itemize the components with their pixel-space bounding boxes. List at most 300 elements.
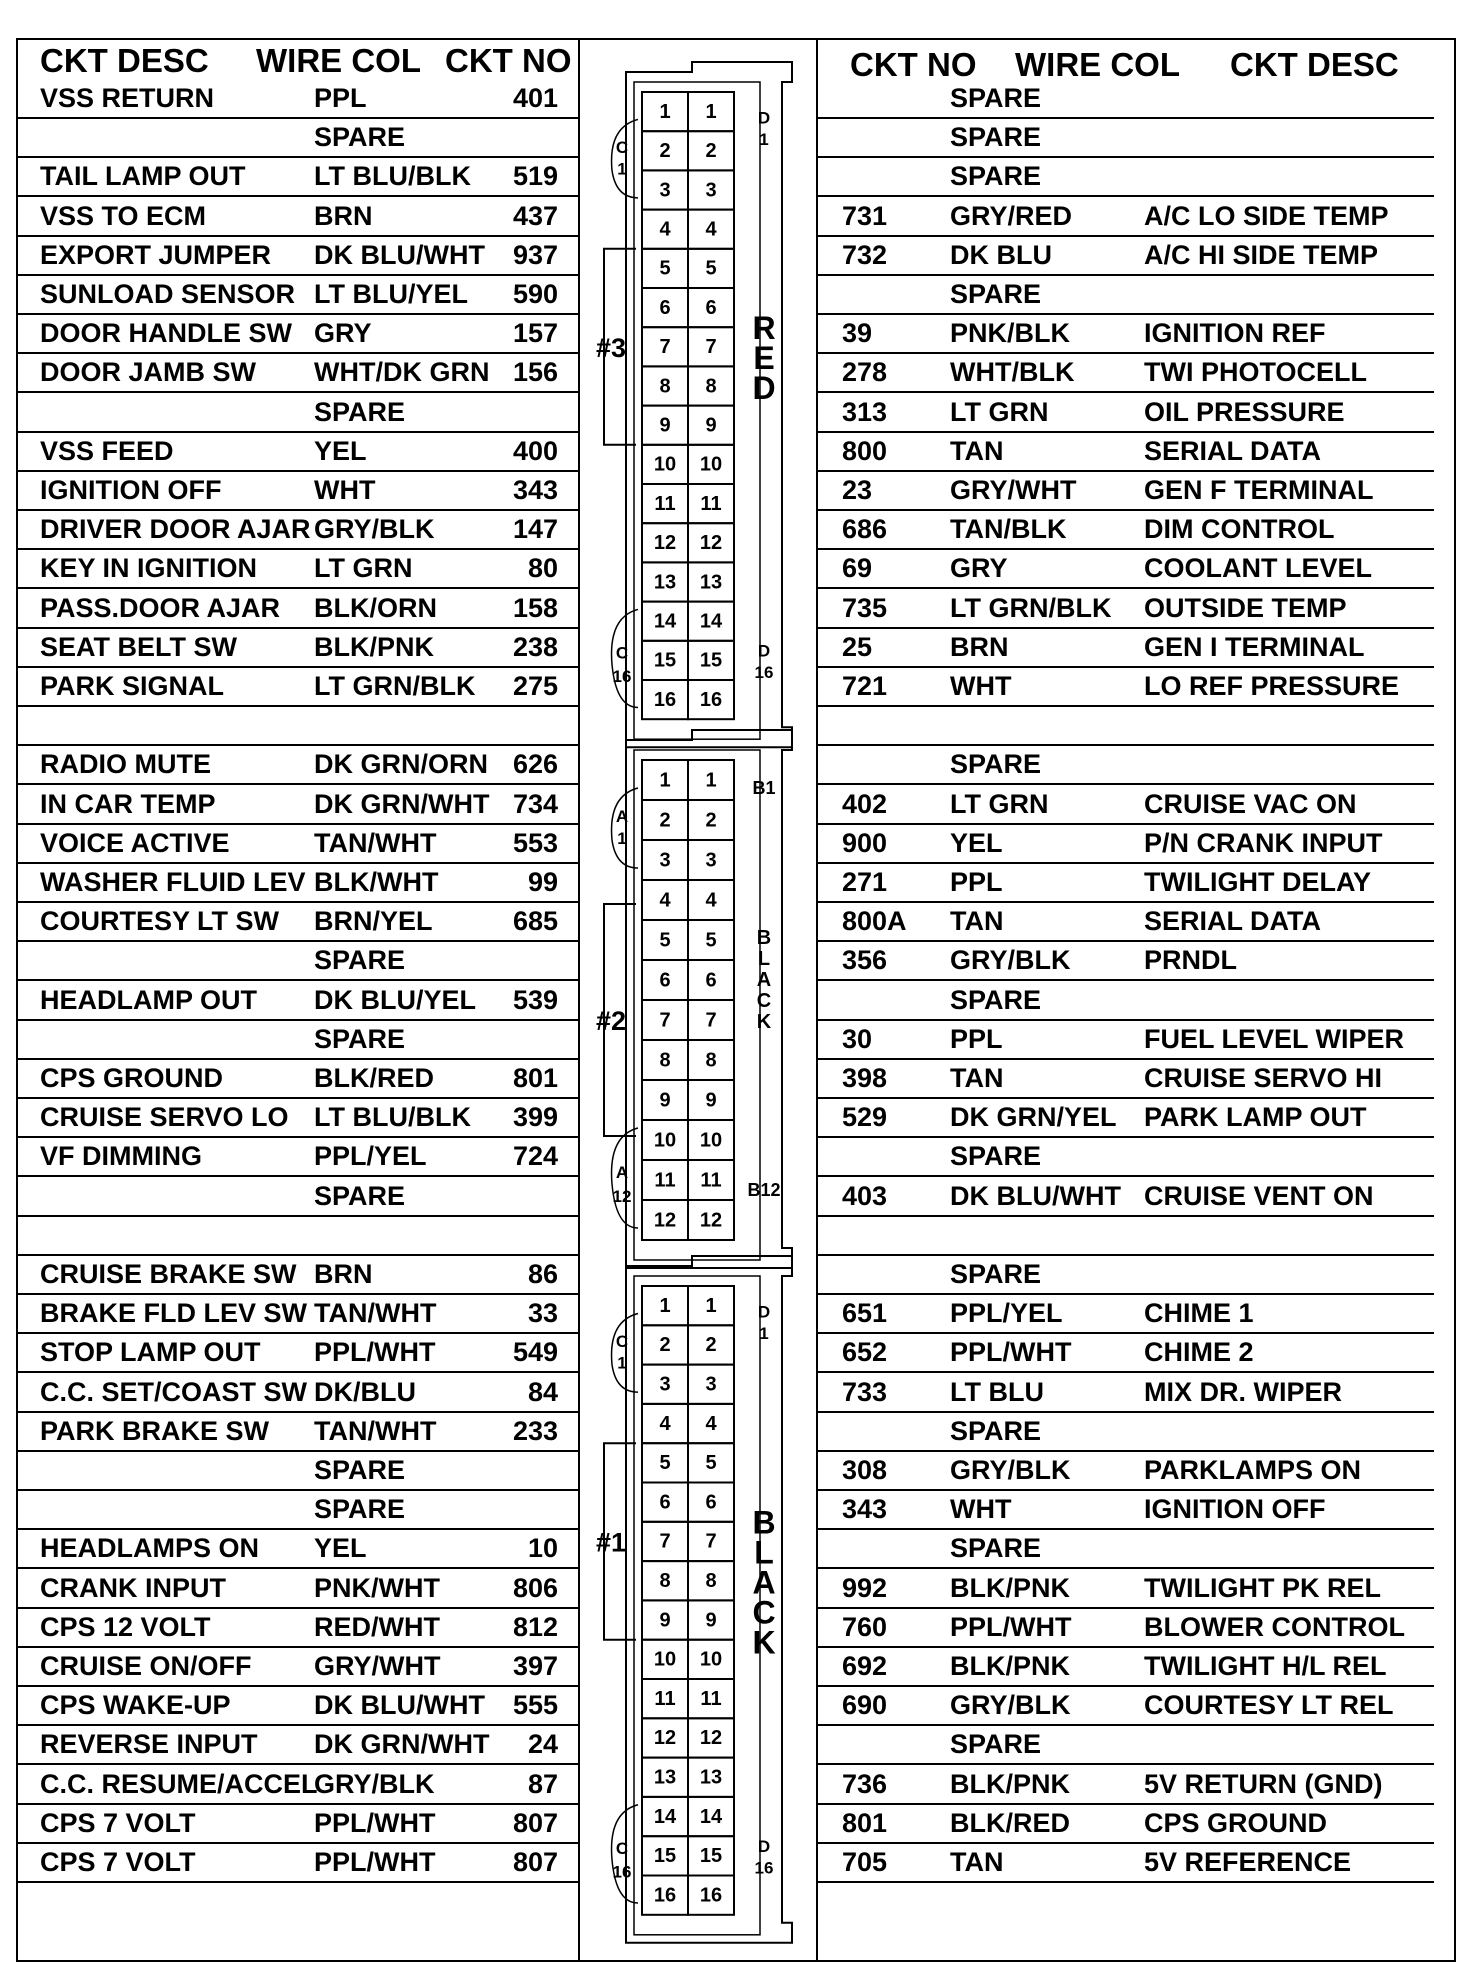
right-desc: GEN F TERMINAL (1144, 475, 1374, 505)
right-wire: TAN (950, 1063, 1004, 1093)
left-num: 437 (512, 200, 558, 231)
right-desc: SERIAL DATA (1144, 435, 1322, 466)
right-num: 30 (842, 1023, 873, 1054)
left-desc: CRUISE ON/OFF (40, 1651, 252, 1681)
left-row (18, 1178, 578, 1217)
left-desc: DOOR JAMB SW (40, 357, 256, 388)
pin-number: 8 (659, 1049, 671, 1072)
right-wire: SPARE (950, 749, 1042, 780)
right-wire: WHT (950, 671, 1012, 701)
pin-number: 6 (705, 969, 717, 992)
pin-number: 12 (653, 1209, 677, 1232)
pin-number: 11 (654, 1687, 676, 1710)
right-row (818, 825, 1434, 864)
right-num: 39 (842, 318, 873, 349)
pin-number: 13 (653, 571, 677, 594)
left-row (18, 550, 578, 589)
left-num: 549 (512, 1337, 558, 1368)
pin-number: 12 (699, 1209, 723, 1232)
left-num: 807 (512, 1847, 558, 1877)
right-num: 23 (842, 475, 873, 505)
left-num: 812 (512, 1611, 558, 1642)
right-row (818, 354, 1434, 393)
left-wire: BLK/WHT (314, 867, 439, 897)
right-desc: TWILIGHT PK REL (1144, 1572, 1381, 1603)
connector-bottom-right-letter: D (757, 1836, 771, 1856)
pin-number: 4 (705, 1412, 717, 1435)
left-wire: SPARE (314, 1455, 406, 1485)
pin-number: 11 (654, 492, 676, 515)
connector-color-letter: E (753, 339, 775, 376)
right-row (818, 1295, 1434, 1334)
pin-number: 8 (705, 1049, 717, 1072)
right-desc: DIM CONTROL (1144, 514, 1335, 545)
left-row (18, 1099, 578, 1138)
left-wire: TAN/WHT (314, 827, 437, 858)
right-wire: SPARE (950, 83, 1042, 113)
left-desc: HEADLAMPS ON (40, 1533, 260, 1564)
left-desc: BRAKE FLD LEV SW (40, 1298, 307, 1329)
pin-number: 15 (699, 1845, 723, 1868)
left-desc: VSS RETURN (40, 83, 215, 113)
pin-number: 14 (699, 1805, 723, 1828)
right-num: 271 (842, 867, 888, 897)
right-row (818, 942, 1434, 981)
right-num: 731 (842, 200, 888, 231)
right-wire: TAN (950, 1847, 1004, 1877)
connector-top-right-number: 1 (759, 129, 769, 149)
pin-number: 9 (659, 1089, 671, 1112)
right-row (818, 590, 1434, 629)
right-num: 732 (842, 239, 888, 270)
left-desc: STOP LAMP OUT (40, 1337, 261, 1368)
left-desc: CPS 7 VOLT (40, 1847, 196, 1877)
left-row (18, 1413, 578, 1452)
right-wire: BLK/PNK (950, 1651, 1070, 1681)
pin-number: 14 (699, 610, 723, 633)
connector-top-left-letter: C (615, 137, 629, 157)
connector-top-left-letter: A (615, 807, 629, 826)
right-row (818, 707, 1434, 746)
connector-color-letter: D (752, 369, 776, 406)
left-row (18, 1844, 578, 1883)
left-num: 724 (512, 1141, 558, 1172)
left-desc: HEADLAMP OUT (40, 984, 258, 1015)
right-wire: SPARE (950, 161, 1042, 192)
right-row (818, 119, 1434, 158)
right-row (818, 237, 1434, 276)
left-wire: BRN (314, 1259, 373, 1289)
left-wire: GRY/BLK (314, 514, 435, 545)
pin-number: 1 (705, 100, 717, 123)
pin-number: 6 (659, 1491, 671, 1514)
pin-number: 3 (659, 179, 671, 202)
right-desc: TWI PHOTOCELL (1144, 357, 1367, 388)
pin-number: 15 (653, 1845, 677, 1868)
right-row (818, 1178, 1434, 1217)
right-desc: CRUISE VENT ON (1144, 1180, 1374, 1211)
left-wire: RED/WHT (314, 1611, 440, 1642)
pin-number: 2 (705, 1334, 717, 1357)
pin-number: 16 (653, 688, 677, 711)
right-row (818, 198, 1434, 237)
left-wire: TAN/WHT (314, 1415, 437, 1446)
left-num: 734 (512, 788, 558, 819)
left-num: 147 (512, 514, 558, 545)
pin-number: 16 (653, 1884, 677, 1907)
right-wire: BLK/PNK (950, 1768, 1070, 1799)
pin-number: 9 (705, 1609, 717, 1632)
pin-number: 14 (653, 1805, 677, 1828)
right-wire: LT GRN (950, 396, 1049, 427)
left-wire: DK GRN/WHT (314, 788, 490, 819)
right-row (818, 433, 1434, 472)
left-desc: IGNITION OFF (40, 475, 222, 505)
pin-number: 3 (705, 849, 717, 872)
right-wire: DK BLU/WHT (950, 1180, 1121, 1211)
connector-color-letter: L (757, 948, 771, 970)
right-row (818, 550, 1434, 589)
left-row (18, 707, 578, 746)
right-desc: TWILIGHT DELAY (1144, 867, 1371, 897)
left-header-num: CKT NO (445, 42, 572, 79)
left-wire: WHT/DK GRN (314, 357, 490, 388)
right-num: 733 (842, 1376, 888, 1407)
pin-number: 13 (699, 1766, 723, 1789)
left-wire: SPARE (314, 1180, 406, 1211)
left-row (18, 1530, 578, 1569)
left-desc: PARK SIGNAL (40, 671, 225, 701)
right-wire: SPARE (950, 122, 1042, 153)
left-desc: C.C. SET/COAST SW (40, 1376, 308, 1407)
right-header-num: CKT NO (850, 46, 977, 83)
left-num: 399 (512, 1102, 558, 1133)
left-wire: YEL (314, 435, 367, 466)
right-wire: TAN (950, 435, 1004, 466)
pin-number: 5 (659, 1452, 671, 1475)
right-row (818, 1413, 1434, 1452)
left-row (18, 629, 578, 668)
left-row (18, 1374, 578, 1413)
left-wire: WHT (314, 475, 376, 505)
left-wire: SPARE (314, 396, 406, 427)
left-num: 397 (512, 1651, 558, 1681)
left-num: 343 (512, 475, 558, 505)
right-desc: BLOWER CONTROL (1144, 1611, 1405, 1642)
right-row (818, 1844, 1434, 1883)
left-desc: C.C. RESUME/ACCEL (40, 1768, 318, 1799)
left-row (18, 354, 578, 393)
pin-number: 5 (659, 929, 671, 952)
right-row (818, 276, 1434, 315)
pin-number: 11 (700, 1169, 722, 1192)
left-row (18, 198, 578, 237)
right-wire: LT GRN/BLK (950, 592, 1112, 623)
right-num: 800A (842, 906, 907, 937)
left-row (18, 1726, 578, 1765)
right-wire: BLK/PNK (950, 1572, 1070, 1603)
right-num: 529 (842, 1102, 888, 1133)
right-desc: OIL PRESSURE (1144, 396, 1345, 427)
left-row (18, 1609, 578, 1648)
right-desc: CPS GROUND (1144, 1807, 1328, 1838)
connector-bottom-left-number: 16 (612, 1862, 632, 1882)
left-num: 555 (512, 1690, 558, 1721)
right-desc: OUTSIDE TEMP (1144, 592, 1347, 623)
left-num: 24 (527, 1729, 558, 1760)
pin-number: 2 (705, 809, 717, 832)
left-wire: DK BLU/WHT (314, 239, 485, 270)
right-wire: LT BLU (950, 1376, 1044, 1407)
pin-number: 10 (699, 453, 723, 476)
right-row (818, 1570, 1434, 1609)
pin-number: 1 (659, 100, 671, 123)
pin-number: 16 (699, 688, 723, 711)
right-row (818, 1138, 1434, 1177)
right-row (818, 1060, 1434, 1099)
right-num: 686 (842, 514, 888, 545)
right-num: 69 (842, 553, 873, 584)
pin-number: 11 (700, 492, 722, 515)
right-wire: BRN (950, 631, 1009, 662)
right-wire: GRY/WHT (950, 475, 1077, 505)
right-desc: IGNITION OFF (1144, 1494, 1326, 1525)
left-row (18, 786, 578, 825)
pin-number: 4 (705, 218, 717, 241)
pin-number: 11 (654, 1169, 676, 1192)
right-desc: MIX DR. WIPER (1144, 1376, 1343, 1407)
left-wire: SPARE (314, 1023, 406, 1054)
pin-number: 5 (705, 257, 717, 280)
left-row (18, 982, 578, 1021)
pin-number: 7 (659, 1009, 671, 1032)
right-wire: GRY/RED (950, 200, 1073, 231)
left-wire: BLK/ORN (314, 592, 437, 623)
right-row (818, 511, 1434, 550)
right-num: 398 (842, 1063, 888, 1093)
pin-number: 15 (699, 649, 723, 672)
left-row (18, 864, 578, 903)
right-num: 25 (842, 631, 873, 662)
pin-number: 6 (659, 969, 671, 992)
pin-number: 9 (659, 414, 671, 437)
pin-number: 10 (653, 453, 677, 476)
left-wire: LT GRN/BLK (314, 671, 476, 701)
left-row (18, 1256, 578, 1295)
connector-inner-outline (634, 750, 760, 1260)
right-desc: SERIAL DATA (1144, 906, 1322, 937)
connector-top-right-label: B1 (752, 778, 776, 798)
right-num: 308 (842, 1455, 888, 1485)
left-num: 539 (512, 984, 558, 1015)
right-wire: TAN/BLK (950, 514, 1067, 545)
pin-number: 2 (659, 140, 671, 163)
left-desc: TAIL LAMP OUT (40, 161, 246, 192)
pin-number: 1 (659, 769, 671, 792)
left-row (18, 1805, 578, 1844)
left-num: 233 (512, 1415, 558, 1446)
left-wire: LT BLU/BLK (314, 161, 471, 192)
right-desc: PARKLAMPS ON (1144, 1455, 1362, 1485)
right-desc: GEN I TERMINAL (1144, 631, 1365, 662)
left-row (18, 315, 578, 354)
right-row (818, 1256, 1434, 1295)
right-num: 343 (842, 1494, 888, 1525)
right-desc: P/N CRANK INPUT (1144, 827, 1383, 858)
right-row (818, 1609, 1434, 1648)
left-desc: WASHER FLUID LEV (40, 867, 306, 897)
connector-color-letter: B (752, 1504, 776, 1541)
right-num: 278 (842, 357, 888, 388)
pin-number: 6 (705, 296, 717, 319)
left-num: 937 (512, 239, 558, 270)
left-num: 87 (527, 1768, 558, 1799)
pin-number: 15 (653, 649, 677, 672)
left-desc: CRUISE BRAKE SW (40, 1259, 297, 1289)
right-row (818, 668, 1434, 707)
left-num: 685 (512, 906, 558, 937)
left-num: 157 (512, 318, 558, 349)
left-desc: SUNLOAD SENSOR (40, 279, 296, 309)
right-num: 651 (842, 1298, 888, 1329)
right-num: 356 (842, 945, 888, 976)
left-row (18, 1570, 578, 1609)
pin-number: 2 (705, 140, 717, 163)
left-num: 156 (512, 357, 558, 388)
right-wire: SPARE (950, 1729, 1042, 1760)
left-num: 590 (512, 279, 558, 309)
left-row (18, 1334, 578, 1373)
connector-bottom-right-number: 16 (754, 663, 774, 683)
pin-number: 9 (659, 1609, 671, 1632)
left-num: 626 (512, 749, 558, 780)
right-num: 403 (842, 1180, 888, 1211)
right-wire: SPARE (950, 1259, 1042, 1289)
left-num: 519 (512, 161, 558, 192)
connector-bottom-left-letter: C (615, 643, 629, 663)
pin-number: 11 (700, 1687, 722, 1710)
right-wire: WHT (950, 1494, 1012, 1525)
connector-bottom-left-number: 16 (612, 666, 632, 686)
right-num: 721 (842, 671, 888, 701)
left-row (18, 825, 578, 864)
right-num: 801 (842, 1807, 888, 1838)
left-wire: PPL (314, 83, 367, 113)
right-row (818, 1217, 1434, 1256)
pin-number: 3 (659, 849, 671, 872)
right-desc: A/C LO SIDE TEMP (1144, 200, 1389, 231)
right-row (818, 158, 1434, 197)
right-desc: 5V REFERENCE (1144, 1847, 1352, 1877)
pin-number: 7 (705, 1009, 717, 1032)
pin-number: 13 (699, 571, 723, 594)
left-row (18, 590, 578, 629)
connector-name: #1 (596, 1527, 627, 1558)
pin-number: 1 (705, 1294, 717, 1317)
pin-number: 8 (705, 1570, 717, 1593)
right-wire: GRY (950, 553, 1008, 584)
pin-number: 5 (705, 1452, 717, 1475)
left-desc: REVERSE INPUT (40, 1729, 258, 1760)
left-desc: EXPORT JUMPER (40, 239, 272, 270)
pin-number: 1 (659, 1294, 671, 1317)
right-row (818, 864, 1434, 903)
pin-number: 10 (699, 1129, 723, 1152)
pin-number: 7 (705, 1530, 717, 1553)
left-desc: KEY IN IGNITION (40, 553, 258, 584)
right-wire: DK BLU (950, 239, 1052, 270)
left-wire: BRN (314, 200, 373, 231)
pin-number: 8 (659, 375, 671, 398)
left-desc: SEAT BELT SW (40, 631, 237, 662)
pin-number: 10 (699, 1648, 723, 1671)
right-desc: COOLANT LEVEL (1144, 553, 1372, 584)
right-wire: SPARE (950, 279, 1042, 309)
pin-number: 2 (659, 809, 671, 832)
left-row (18, 668, 578, 707)
left-row (18, 276, 578, 315)
right-desc: CRUISE VAC ON (1144, 788, 1357, 819)
right-num: 690 (842, 1690, 888, 1721)
left-row (18, 1217, 578, 1256)
connector-top-left-letter: C (615, 1331, 629, 1351)
left-num: 801 (512, 1063, 558, 1093)
right-row (818, 903, 1434, 942)
left-num: 33 (527, 1298, 558, 1329)
left-row (18, 1766, 578, 1805)
right-wire: PPL/WHT (950, 1337, 1072, 1368)
pin-number: 8 (705, 375, 717, 398)
right-header-wire: WIRE COL (1015, 46, 1180, 83)
pin-number: 12 (699, 532, 723, 555)
left-wire: SPARE (314, 122, 406, 153)
right-row (818, 1687, 1434, 1726)
pin-number: 8 (659, 1570, 671, 1593)
left-wire: TAN/WHT (314, 1298, 437, 1329)
right-desc: CHIME 2 (1144, 1337, 1254, 1368)
right-wire: PPL (950, 1023, 1003, 1054)
right-wire: WHT/BLK (950, 357, 1075, 388)
left-num: 84 (527, 1376, 558, 1407)
right-row (818, 1491, 1434, 1530)
left-num: 807 (512, 1807, 558, 1838)
connector-bottom-right-letter: D (757, 641, 771, 661)
left-num: 86 (527, 1259, 558, 1289)
pin-number: 4 (659, 889, 671, 912)
left-wire: BLK/RED (314, 1063, 434, 1093)
right-wire: SPARE (950, 1533, 1042, 1564)
left-row (18, 1648, 578, 1687)
right-wire: PPL/YEL (950, 1298, 1063, 1329)
left-row (18, 80, 578, 119)
left-row (18, 903, 578, 942)
left-row (18, 1491, 578, 1530)
right-desc: CHIME 1 (1144, 1298, 1254, 1329)
right-row (818, 1766, 1434, 1805)
right-row (818, 1648, 1434, 1687)
left-row (18, 1021, 578, 1060)
right-wire: LT GRN (950, 788, 1049, 819)
connector-color-letter: L (754, 1534, 774, 1571)
connector-bottom-left-letter: C (615, 1838, 629, 1858)
right-row (818, 982, 1434, 1021)
left-wire: DK GRN/ORN (314, 749, 488, 780)
left-desc: CRUISE SERVO LO (40, 1102, 289, 1133)
left-wire: PPL/WHT (314, 1847, 436, 1877)
right-num: 735 (842, 592, 888, 623)
right-row (818, 1452, 1434, 1491)
connector-top-left-number: 1 (617, 159, 627, 179)
